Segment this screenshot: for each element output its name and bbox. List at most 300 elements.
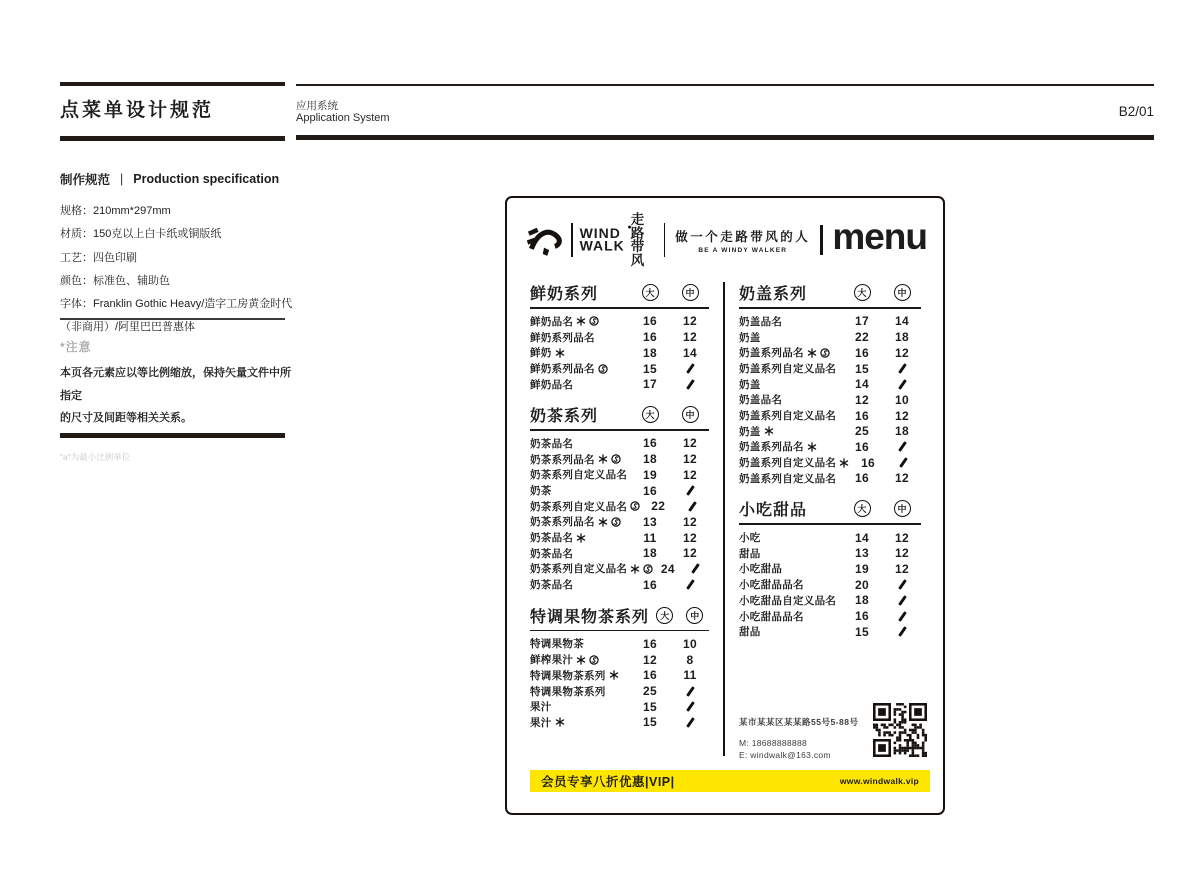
section-title: 奶盖系列: [739, 286, 808, 303]
price-medium: [671, 383, 709, 386]
price-medium: 12: [895, 530, 909, 545]
size-large-badge: 大: [854, 284, 871, 301]
snowflake-icon: [839, 458, 849, 468]
item-name-text: 奶盖品名: [739, 394, 783, 407]
section-title: 小吃甜品: [739, 502, 808, 520]
price-medium: 14: [895, 314, 909, 329]
size-medium-badge: 中: [682, 284, 699, 301]
production-spec-heading-zh: 制作规范: [60, 173, 111, 187]
price-large: 20: [855, 577, 869, 592]
item-name-text: 奶茶品名: [530, 437, 574, 450]
price-large: 16: [643, 314, 657, 329]
item-name-text: 奶茶系列自定义品名: [530, 563, 628, 576]
menu-item-row: [530, 699, 709, 715]
price-large: 16: [855, 408, 869, 423]
price-medium: 12: [683, 530, 697, 545]
menu-item-row: [530, 561, 709, 577]
menu-item-row: [739, 593, 921, 609]
price-large: 13: [855, 546, 869, 561]
item-name-text: 奶盖品名: [739, 315, 783, 328]
price-medium: 12: [895, 471, 909, 486]
not-available-slash: [898, 442, 907, 453]
menu-title: menu: [832, 216, 927, 257]
item-name-text: 奶盖系列自定义品名: [739, 363, 837, 375]
price-medium: 18: [895, 330, 909, 345]
price-large: 16: [643, 636, 657, 651]
price-large: 16: [861, 455, 876, 470]
price-large: 14: [855, 377, 869, 392]
price-large: 11: [643, 530, 657, 545]
not-available-slash: [898, 611, 907, 622]
menu-item-row: [530, 545, 709, 561]
menu-item-row: [530, 577, 709, 593]
item-name: [530, 483, 629, 498]
column-divider: [723, 282, 725, 756]
production-spec-heading-en: Production specification: [133, 172, 280, 186]
item-name: [739, 561, 841, 576]
menu-item-row: [530, 514, 709, 530]
store-mobile: M: 18688888888: [739, 738, 808, 748]
price-large: 15: [643, 699, 657, 714]
brand-slogan: [675, 227, 810, 254]
price-large: 18: [643, 345, 657, 360]
price-large: 22: [855, 330, 869, 345]
spec-line: 材质：150克以上白卡纸或铜版纸: [60, 228, 222, 241]
not-available-slash: [691, 564, 700, 575]
menu-item-row: [530, 436, 709, 452]
price-medium: 12: [683, 330, 697, 345]
price-large: 16: [643, 577, 657, 592]
item-name: [739, 471, 841, 486]
item-name-text: 特调果物茶系列: [530, 685, 606, 698]
price-large: 15: [643, 361, 657, 376]
price-large: 16: [643, 330, 657, 345]
item-name: [739, 593, 841, 608]
note-line: 的尺寸及间距等相关关系。: [60, 412, 192, 424]
item-name: [530, 452, 629, 467]
snowflake-icon: [555, 348, 565, 358]
brand-zh-line: 带风: [630, 239, 646, 268]
store-address: 某市某某区某某路55号5-88号: [739, 717, 859, 727]
menu-item-row: [739, 345, 921, 361]
not-available-slash: [898, 626, 907, 637]
price-large: 13: [643, 514, 657, 529]
brand-en-line: WALK: [579, 238, 625, 254]
price-large: 12: [855, 392, 869, 407]
sidebar-thin-rule: [60, 318, 285, 320]
menu-item-row: [739, 545, 921, 561]
brand-en-line: WIND: [579, 225, 621, 241]
price-large: 16: [643, 668, 657, 683]
item-name: [530, 330, 629, 345]
item-name-text: 鲜奶系列品名: [530, 331, 595, 344]
section-title: 特调果物茶系列: [530, 608, 650, 626]
store-email: E: windwalk@163.com: [739, 749, 831, 760]
menu-item-row: [530, 530, 709, 546]
price-medium: [883, 599, 921, 602]
price-large: 16: [643, 483, 657, 498]
item-name: [739, 609, 841, 624]
price-medium: [671, 690, 709, 693]
item-name-text: 奶盖系列自定义品名: [739, 410, 837, 423]
menu-item-row: [739, 314, 921, 330]
price-large: 18: [855, 593, 869, 608]
not-available-slash: [898, 595, 907, 606]
price-large: 18: [643, 452, 657, 467]
price-medium: 12: [683, 314, 697, 329]
not-available-slash: [900, 457, 909, 468]
sidebar-thick-rule: [60, 433, 285, 438]
header-rule-top: [296, 84, 1154, 86]
size-medium-badge: 中: [682, 406, 699, 423]
snowflake-icon: [609, 670, 619, 680]
item-name: [739, 345, 841, 360]
production-spec-heading: [60, 170, 360, 188]
item-name-text: 奶茶品名: [530, 547, 574, 560]
note-title: *注意: [60, 340, 92, 354]
price-medium: [883, 445, 921, 448]
item-name-text: 鲜奶: [530, 347, 552, 360]
item-name: [530, 546, 629, 561]
menu-item-row: [530, 667, 709, 683]
store-contact: [739, 738, 831, 761]
qr-code: [873, 703, 927, 757]
website-url: www.windwalk.vip: [839, 776, 919, 786]
spec-line: 工艺：四色印刷: [60, 251, 137, 264]
page-title: 点菜单设计规范: [60, 100, 215, 121]
menu-column-right: [739, 282, 921, 652]
item-name-text: 奶茶系列自定义品名: [530, 500, 628, 513]
menu-item-row: [739, 577, 921, 593]
price-medium: 12: [683, 546, 697, 561]
item-name: [530, 345, 629, 360]
not-available-slash: [898, 579, 907, 590]
vip-promo-text: 会员专享八折优惠|VIP|: [541, 775, 675, 789]
item-name: [739, 424, 841, 439]
menu-section: [739, 498, 921, 639]
menu-item-row: [530, 329, 709, 345]
price-medium: 18: [895, 424, 909, 439]
snowflake-icon: [576, 316, 586, 326]
section-header: [530, 605, 709, 626]
menu-section: [739, 282, 921, 486]
menu-item-row: [739, 608, 921, 624]
spec-line: 字体：Franklin Gothic Heavy/造字工房黄金时代: [60, 298, 293, 311]
price-medium: [883, 583, 921, 586]
item-name: [739, 439, 841, 454]
menu-item-row: [530, 636, 709, 652]
price-medium: [887, 461, 921, 464]
price-medium: 14: [683, 345, 697, 360]
brand-name-en: [579, 225, 625, 254]
item-name-text: 奶盖: [739, 378, 761, 391]
menu-item-row: [739, 455, 921, 471]
logo-divider-line: [664, 223, 666, 257]
menu-item-row: [530, 451, 709, 467]
section-rule: [739, 307, 921, 309]
item-name-text: 小吃甜品自定义品名: [739, 594, 837, 607]
item-name-text: 小吃甜品品名: [739, 579, 804, 592]
item-name: [530, 530, 629, 545]
price-medium: [671, 489, 709, 492]
item-name-text: 奶盖系列品名: [739, 441, 804, 454]
price-medium: 12: [895, 561, 909, 576]
system-label-zh: 应用系统: [296, 100, 338, 112]
circle-s-icon: [598, 364, 608, 374]
section-title: 奶茶系列: [530, 408, 599, 426]
item-name: [530, 668, 629, 683]
price-large: 25: [643, 684, 657, 698]
price-large: 12: [643, 652, 657, 667]
item-name-text: 奶茶系列品名: [530, 453, 595, 466]
brand-zh-line: 走路: [630, 212, 646, 241]
not-available-slash: [686, 701, 695, 712]
scale-unit-footnote: "a"为最小比例单位: [60, 452, 131, 462]
not-available-slash: [686, 717, 695, 728]
item-name-text: 鲜榨果汁: [530, 654, 574, 667]
price-large: 17: [855, 314, 869, 329]
item-name: [739, 455, 849, 470]
item-name: [739, 377, 841, 392]
circle-s-icon: [611, 517, 621, 527]
item-name-text: 奶茶系列品名: [530, 516, 595, 529]
menu-card: [505, 196, 945, 815]
section-header: [530, 404, 709, 425]
menu-item-row: [530, 345, 709, 361]
not-available-slash: [686, 579, 695, 590]
price-large: 24: [660, 561, 675, 576]
size-large-badge: 大: [656, 607, 673, 624]
price-large: 19: [855, 561, 869, 576]
price-medium: 10: [683, 636, 697, 651]
menu-item-row: [530, 467, 709, 483]
item-name: [739, 314, 841, 329]
item-name: [530, 499, 640, 514]
price-large: 17: [643, 377, 657, 392]
menu-item-row: [739, 408, 921, 424]
section-rule: [739, 523, 921, 525]
item-name: [739, 361, 841, 376]
item-name-text: 奶盖系列自定义品名: [739, 457, 837, 470]
item-name: [530, 684, 629, 699]
price-large: 18: [643, 546, 657, 561]
item-name-text: 甜品: [739, 626, 761, 639]
price-medium: 12: [683, 467, 697, 482]
price-large: 14: [855, 530, 869, 545]
size-large-badge: 大: [642, 284, 659, 301]
price-large: 16: [855, 345, 869, 360]
menu-item-row: [530, 715, 709, 731]
section-header: [739, 498, 921, 519]
price-medium: [671, 367, 709, 370]
price-medium: [683, 567, 710, 570]
brand-logo-row: [525, 214, 927, 266]
header-rule-bottom: [296, 135, 1154, 140]
item-name-text: 小吃: [739, 532, 761, 545]
page-code: B2/01: [1118, 104, 1154, 119]
item-name: [739, 330, 841, 345]
menu-item-row: [739, 392, 921, 408]
circle-s-icon: [589, 655, 599, 665]
price-medium: [883, 383, 921, 386]
price-large: 16: [855, 609, 869, 624]
snowflake-icon: [576, 655, 586, 665]
windwalk-logo-icon: [525, 219, 563, 261]
price-medium: 12: [683, 514, 697, 529]
system-label-en: Application System: [296, 112, 390, 124]
price-large: 25: [855, 424, 869, 439]
item-name: [530, 652, 629, 667]
title-rule-bottom: [60, 136, 285, 141]
promo-bar: [530, 770, 930, 792]
item-name-text: 小吃甜品品名: [739, 610, 804, 623]
menu-item-row: [739, 470, 921, 486]
item-name-text: 奶茶品名: [530, 532, 574, 545]
menu-item-row: [739, 561, 921, 577]
item-name: [530, 467, 629, 482]
price-medium: 12: [895, 546, 909, 561]
item-name: [530, 377, 629, 392]
item-name: [530, 561, 653, 576]
item-name-text: 奶茶系列自定义品名: [530, 469, 628, 482]
price-large: 15: [855, 361, 869, 376]
item-name-text: 奶盖: [739, 331, 761, 344]
not-available-slash: [898, 363, 907, 374]
item-name-text: 鲜奶系列品名: [530, 363, 595, 375]
item-name-text: 奶盖系列自定义品名: [739, 472, 837, 485]
menu-column-left: [530, 282, 709, 742]
section-title: 鲜奶系列: [530, 286, 599, 303]
item-name-text: 奶茶: [530, 485, 552, 498]
price-large: 16: [855, 439, 869, 454]
size-medium-badge: 中: [894, 500, 911, 517]
not-available-slash: [686, 485, 695, 496]
not-available-slash: [688, 501, 697, 512]
menu-item-row: [530, 652, 709, 668]
section-header: [739, 282, 921, 303]
brand-name-zh: [631, 213, 654, 267]
menu-item-row: [739, 329, 921, 345]
item-name: [530, 514, 629, 529]
item-name-text: 果汁: [530, 716, 552, 729]
item-name: [530, 436, 629, 451]
item-name: [739, 530, 841, 545]
note-line: 本页各元素应以等比例缩放，保持矢量文件中所指定: [60, 367, 291, 402]
item-name-text: 鲜奶品名: [530, 378, 574, 391]
snowflake-icon: [764, 426, 774, 436]
spec-line: （非商用）/阿里巴巴普惠体: [60, 321, 196, 334]
spec-line: 颜色：标准色、辅助色: [60, 274, 170, 287]
snowflake-icon: [598, 454, 608, 464]
heading-separator: |: [120, 172, 124, 186]
price-medium: 10: [895, 392, 909, 407]
title-rule-top: [60, 82, 285, 86]
section-rule: [530, 307, 709, 309]
price-medium: 11: [683, 668, 697, 683]
logo-divider-line: [571, 223, 573, 257]
menu-item-row: [530, 483, 709, 499]
price-medium: [671, 583, 709, 586]
menu-section: [530, 282, 709, 392]
menu-item-row: [530, 498, 709, 514]
price-medium: [676, 505, 709, 508]
snowflake-icon: [807, 442, 817, 452]
price-large: 16: [643, 436, 657, 451]
menu-item-row: [530, 376, 709, 392]
menu-item-row: [739, 361, 921, 377]
circle-s-icon: [643, 564, 653, 574]
section-rule: [530, 429, 709, 431]
menu-section: [530, 404, 709, 592]
size-large-badge: 大: [854, 500, 871, 517]
item-name-text: 奶盖系列品名: [739, 347, 804, 360]
circle-s-icon: [820, 348, 830, 358]
item-name-text: 小吃甜品: [739, 563, 783, 576]
price-medium: [671, 705, 709, 708]
circle-s-icon: [611, 454, 621, 464]
item-name-text: 特调果物茶: [530, 638, 584, 651]
menu-item-row: [739, 624, 921, 640]
item-name: [739, 577, 841, 592]
price-medium: 8: [686, 652, 694, 667]
item-name: [530, 699, 629, 714]
menu-section: [530, 605, 709, 731]
item-name: [530, 361, 629, 376]
menu-item-row: [739, 423, 921, 439]
item-name: [739, 546, 841, 561]
menu-item-row: [739, 530, 921, 546]
circle-s-icon: [589, 316, 599, 326]
price-large: 15: [855, 624, 869, 639]
item-name: [530, 715, 629, 730]
section-rule: [530, 630, 709, 632]
snowflake-icon: [630, 564, 640, 574]
menu-title-divider-line: [820, 225, 823, 255]
menu-item-row: [530, 361, 709, 377]
price-medium: [671, 721, 709, 724]
price-medium: 12: [895, 345, 909, 360]
snowflake-icon: [555, 717, 565, 727]
price-large: 16: [855, 471, 869, 486]
item-name-text: 甜品: [739, 547, 761, 560]
section-header: [530, 282, 709, 303]
price-medium: [883, 615, 921, 618]
item-name: [530, 636, 629, 651]
not-available-slash: [686, 379, 695, 390]
item-name: [739, 624, 841, 639]
snowflake-icon: [598, 517, 608, 527]
price-large: 19: [643, 467, 657, 482]
item-name: [530, 314, 629, 329]
menu-item-row: [530, 314, 709, 330]
not-available-slash: [898, 379, 907, 390]
price-medium: [883, 367, 921, 370]
item-name-text: 鲜奶品名: [530, 315, 574, 328]
note-body: [60, 362, 295, 430]
item-name-text: 奶茶品名: [530, 579, 574, 592]
price-medium: 12: [683, 436, 697, 451]
item-name-text: 特调果物茶系列: [530, 669, 606, 682]
circle-s-icon: [630, 501, 640, 511]
price-large: 15: [643, 715, 657, 730]
price-medium: 12: [895, 408, 909, 423]
menu-item-row: [530, 683, 709, 699]
slogan-en: BE A WINDY WALKER: [698, 246, 788, 254]
item-name: [739, 408, 841, 423]
menu-item-row: [739, 439, 921, 455]
snowflake-icon: [576, 533, 586, 543]
price-medium: 12: [683, 452, 697, 467]
